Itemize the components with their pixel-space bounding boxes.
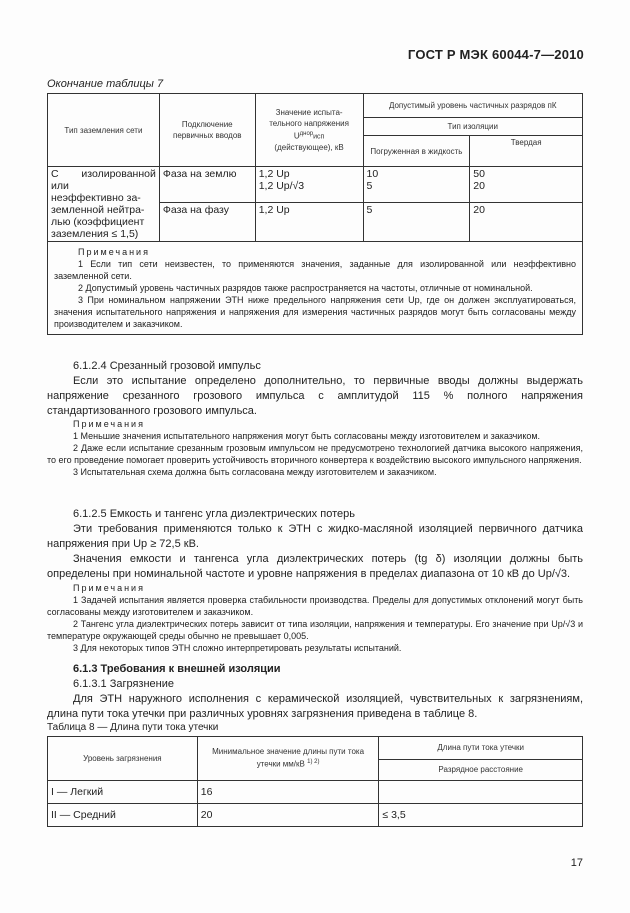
col-distance-header: Разрядное расстояние: [379, 760, 583, 781]
section-613: 6.1.3 Требования к внешней изоляции 6.1.3.1 Загрязнение Для ЭТН наружного исполнения с керамической изоляцией, чувствительных к загрязнениям, длина пути тока утечки при различных уровнях загрязнения приведена в таблице 8.: [47, 663, 583, 720]
page-number: 17: [570, 857, 583, 869]
table-8: [47, 736, 583, 827]
level-cell: I — Легкий: [48, 781, 198, 804]
solid-cell: 50 20: [470, 167, 583, 203]
col-level-header: Уровень загрязнения: [48, 737, 198, 781]
connection-cell: Фаза на землю: [159, 167, 255, 203]
table8-caption: Таблица 8 — Длина пути тока утечки: [47, 722, 219, 733]
section-6124: 6.1.2.4 Срезанный грозовой импульс Если это испытание определено дополнительно, то первичные вводы должны выдержать напряжение срезанного грозового импульса с амплитудой 115 % полного напряжения стандартизованного грозового импульса.: [47, 360, 583, 417]
col-level-header: Допустимый уровень частичных разрядов пК: [363, 94, 583, 118]
col-immersed-header: Погруженная в жидкость: [363, 136, 470, 167]
notes-6124: Примечания 1 Меньшие значения испытательного напряжения могут быть согласованы между изготовителем и заказчиком. 2 Даже если испытание срезанным грозовым импульсом не предусмотрено технологией датчика высокого напряжения, то его проведение помогает проверить устойчивость вторичного конвертера к воздействию высокого импульсного напряжения. 3 Испытательная схема должна быть согласована между изготовителем и заказчиком.: [47, 419, 583, 477]
col-voltage-header: Значение испыта- тельного напряжения $U^{днор}исп$ (действующее), кВ: [255, 94, 363, 167]
notes-6125: Примечания 1 Задачей испытания является проверка стабильности производства. Пределы для допустимых отклонений могут быть согласованы между изготовителем и заказчиком. 2 Тангенс угла диэлектрических потерь зависит от типа изоляции, напряжения и температуры. Его значение при Up/√3 и температуре окружающей среды обычно не превышает 0,005. 3 Для некоторых типов ЭТН сложно интерпретировать результаты испытаний.: [47, 583, 583, 653]
solid-cell: 20: [470, 203, 583, 242]
immersed-cell: 10 5: [363, 167, 470, 203]
table-7: [47, 93, 583, 335]
dist-cell: [379, 781, 583, 804]
connection-cell: Фаза на фазу: [159, 203, 255, 242]
section-613-title: 6.1.3 Требования к внешней изоляции: [73, 663, 281, 675]
voltage-cell: 1,2 Up: [255, 203, 363, 242]
immersed-cell: 5: [363, 203, 470, 242]
table7-caption: Окончание таблицы 7: [47, 78, 164, 90]
min-cell: 20: [197, 804, 379, 827]
col-connection-header: Подключение первичных вводов: [159, 94, 255, 167]
level-cell: II — Средний: [48, 804, 198, 827]
grounding-cell: С изолированной или неэффективно за- земленной нейтра- лью (коэффициент заземления ≤ 1,5): [48, 167, 160, 242]
col-min-header: Минимальное значение длины пути тока утечки мм/кВ $^{1) 2)}$: [197, 737, 379, 781]
col-length-header: Длина пути тока утечки: [379, 737, 583, 760]
standard-header: ГОСТ Р МЭК 60044-7—2010: [407, 47, 584, 62]
dist-cell: ≤ 3,5: [379, 804, 583, 827]
col-solid-header: Твердая: [470, 136, 583, 167]
section-6125: 6.1.2.5 Емкость и тангенс угла диэлектрических потерь Эти требования применяются только к ЭТН с жидко-масляной изоляцией первичного датчика напряжения при Up ≥ 72,5 кВ. Значения емкости и тангенса угла диэлектрических потерь (tg δ) изоляции должны быть определены при номинальной частоте и уровне напряжения в пределах диапазона от 10 кВ до Up/√3.: [47, 508, 583, 580]
min-cell: 16: [197, 781, 379, 804]
voltage-cell: 1,2 Up 1,2 Up/√3: [255, 167, 363, 203]
table7-notes: Примечания 1 Если тип сети неизвестен, то применяются значения, заданные для изолированной или неэффективно заземленной сети. 2 Допустимый уровень частичных разрядов также распространяется на частоты, отличные от номинальной. 3 При номинальном напряжении ЭТН ниже предельного напряжения сети Up, где он должен эксплуатироваться, значения испытательного напряжения и напряжения для измерения частичных разрядов могут быть согласованы между производителем и заказчиком.: [48, 242, 583, 335]
col-grounding-header: Тип заземления сети: [48, 94, 160, 167]
col-insulation-header: Тип изоляции: [363, 118, 583, 136]
